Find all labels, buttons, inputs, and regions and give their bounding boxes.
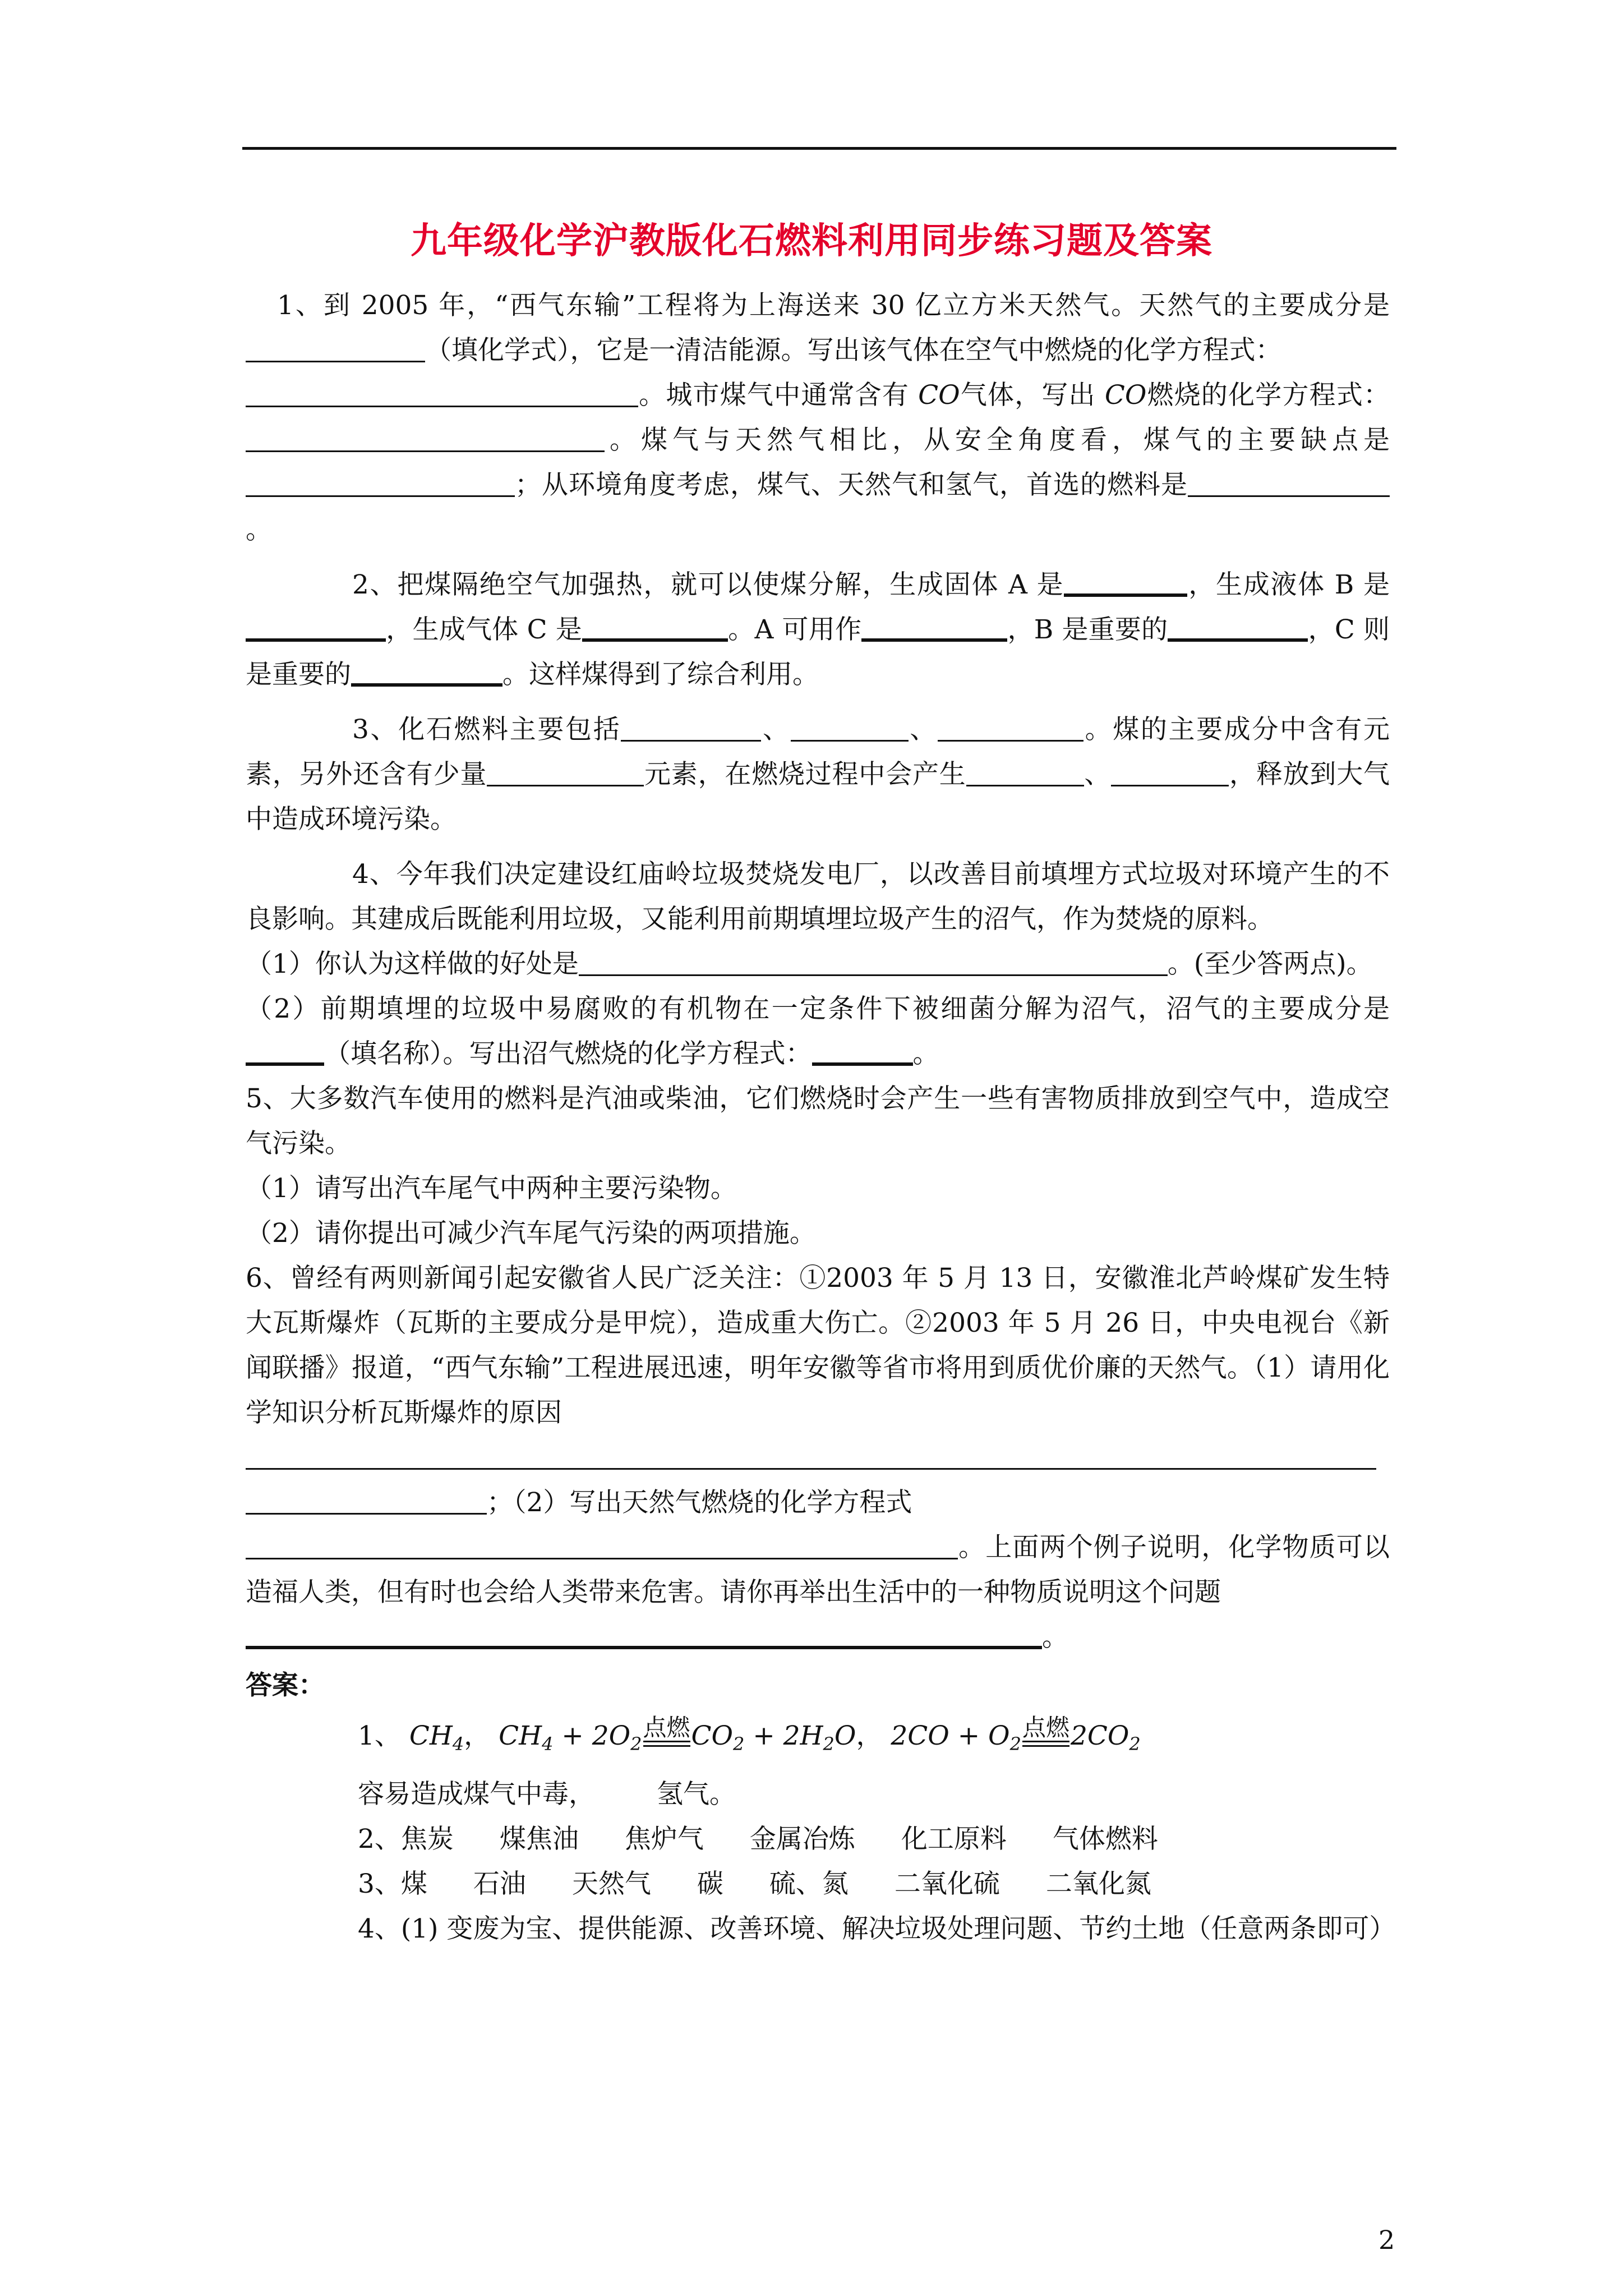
answer-blank[interactable] bbox=[246, 1621, 1042, 1649]
question-2: 2、把煤隔绝空气加强热，就可以使煤分解，生成固体 A 是 ，生成液体 B 是，生成气体 C 是 。A 可用作 ，B 是重要的 ，C 则是重要的 。这样煤得到了综合利用。 bbox=[246, 569, 1390, 690]
answer-blank[interactable] bbox=[861, 614, 1007, 642]
question-3: 3、化石燃料主要包括 、 、 。煤的主要成分中含有元素，另外还含有少量 元素，在燃烧过程中会产生 、 ，释放到大气中造成环境污染。 bbox=[246, 714, 1390, 835]
answer-blank[interactable] bbox=[246, 426, 605, 452]
page-number: 2 bbox=[1378, 2225, 1395, 2255]
reaction-condition: 点燃 bbox=[1022, 1714, 1069, 1741]
answer-blank[interactable] bbox=[246, 614, 386, 642]
question-4-part-1: （1）你认为这样做的好处是 。(至少答两点)。 bbox=[246, 949, 1373, 979]
answer-blank[interactable] bbox=[246, 1443, 1376, 1470]
answer-blank[interactable] bbox=[1168, 614, 1308, 642]
header-rule bbox=[242, 147, 1396, 150]
answer-blank[interactable] bbox=[812, 1038, 913, 1066]
answer-blank[interactable] bbox=[579, 950, 1168, 976]
document-body bbox=[246, 283, 1396, 1952]
formula-ch4: $CH_4$ bbox=[409, 1720, 464, 1755]
question-5-part-2: （2）请你提出可减少汽车尾气污染的两项措施。 bbox=[246, 1218, 816, 1249]
question-1: 1、到 2005 年，“西气东输”工程将为上海送来 30 亿立方米天然气。天然气的主要成分是（填化学式），它是一清洁能源。写出该气体在空气中燃烧的化学方程式： 。城市煤气中通常含有 CO气体，写出 CO燃烧的化学方程式：。煤气与天然气相比，从安全角度看，煤气的主要缺点是；从环境角度考虑，煤气、天然气和氢气，首选的燃料是。 bbox=[246, 290, 1390, 545]
answer-blank[interactable] bbox=[966, 760, 1084, 786]
answer-blank[interactable] bbox=[246, 1533, 958, 1559]
answers-heading: 答案： bbox=[246, 1670, 325, 1701]
answer-blank[interactable] bbox=[246, 1038, 324, 1066]
formula-co-combustion: $2CO + O_2$点燃$2CO_2$ bbox=[891, 1714, 1141, 1755]
reaction-condition: 点燃 bbox=[643, 1714, 690, 1741]
formula-methane-combustion: $CH_4 + 2O_2$点燃$CO_2 + 2H_2O$ bbox=[499, 1714, 856, 1755]
answer-1: 1、 $CH_4$， $CH_4 + 2O_2$点燃$CO_2 + 2H_2O$， $2CO + O_2$点燃$2CO_2$ bbox=[358, 1714, 1141, 1755]
answer-blank[interactable] bbox=[351, 659, 502, 687]
answer-blank[interactable] bbox=[582, 614, 728, 642]
answer-3: 3、煤 石油 天然气 碳 硫、氮 二氧化硫 二氧化氮 bbox=[358, 1869, 1151, 1899]
answer-1-continued: 容易造成煤气中毒， 氢气。 bbox=[358, 1779, 736, 1810]
question-6: 6、曾经有两则新闻引起安徽省人民广泛关注：①2003 年 5 月 13 日，安徽淮北芦岭煤矿发生特大瓦斯爆炸（瓦斯的主要成分是甲烷），造成重大伤亡。②2003 年 5 月 26 日，中央电视台《新闻联播》报道，“西气东输”工程进展迅速，明年安徽等省市将用到质优价廉的天然气。（1）请用化学知识分析瓦斯爆炸的原因 ；（2）写出天然气燃烧的化学方程式 。上面两个例子说明，化学物质可以造福人类，但有时也会给人类带来危害。请你再举出生活中的一种物质说明这个问题 。 bbox=[246, 1263, 1390, 1653]
answer-4: 4、(1) 变废为宝、提供能源、改善环境、解决垃圾处理问题、节约土地（任意两条即可） bbox=[358, 1913, 1396, 1944]
answer-blank[interactable] bbox=[1111, 760, 1229, 786]
answer-blank[interactable] bbox=[246, 381, 638, 407]
answer-blank[interactable] bbox=[246, 1488, 487, 1515]
document-title: 九年级化学沪教版化石燃料利用同步练习题及答案 bbox=[411, 220, 1212, 262]
answer-2: 2、焦炭 煤焦油 焦炉气 金属冶炼 化工原料 气体燃料 bbox=[358, 1824, 1158, 1855]
answer-blank[interactable] bbox=[1064, 569, 1187, 597]
answer-blank[interactable] bbox=[621, 715, 761, 742]
answer-blank[interactable] bbox=[1188, 471, 1390, 497]
question-4-part-2: （2）前期填埋的垃圾中易腐败的有机物在一定条件下被细菌分解为沼气，沼气的主要成分是（填名称）。写出沼气燃烧的化学方程式： 。 bbox=[246, 993, 1390, 1069]
question-4-intro: 4、今年我们决定建设红庙岭垃圾焚烧发电厂，以改善目前填埋方式垃圾对环境产生的不良影响。其建成后既能利用垃圾，又能利用前期填埋垃圾产生的沼气，作为焚烧的原料。 bbox=[246, 859, 1390, 935]
question-5-intro: 5、大多数汽车使用的燃料是汽油或柴油，它们燃烧时会产生一些有害物质排放到空气中，造成空气污染。 bbox=[246, 1083, 1390, 1159]
answer-blank[interactable] bbox=[938, 715, 1083, 742]
answer-blank[interactable] bbox=[246, 336, 425, 362]
answer-blank[interactable] bbox=[487, 760, 644, 786]
answer-blank[interactable] bbox=[246, 471, 515, 497]
answer-blank[interactable] bbox=[791, 715, 909, 742]
question-5-part-1: （1）请写出汽车尾气中两种主要污染物。 bbox=[246, 1173, 737, 1204]
